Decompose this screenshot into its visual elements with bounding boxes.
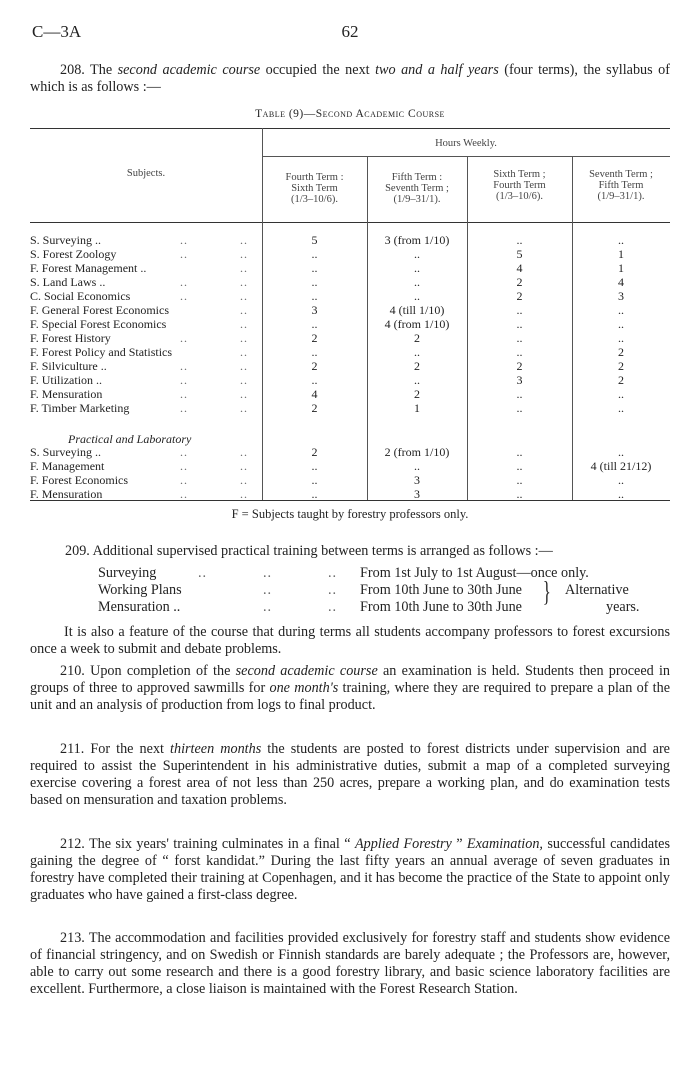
table-header-rule [30, 222, 670, 223]
paragraph-210: 210. Upon completion of the second academic course an examination is held. Students then proceed in groups of three to approved sawmills for one month's training, where they are required to prepare a plan of the unit and an analysis of production from logs to final product. [30, 663, 671, 713]
paragraph-209-note: It is also a feature of the course that during terms all students accompany professors to forest excursions once a week to submit and debate problems. [30, 624, 670, 657]
table-row: F. Forest Management .. .. .. .. 4 1 [30, 261, 624, 275]
paragraph-211: 211. For the next thirteen months the students are posted to forest districts under supervision and are required to assist the Superintendent in his administrative duties, submit a map of a completed surveying exercise covering a forest area of not less than 250 acres, prepare a working plan, and do examination tests based on mensuration and taxation problems. [30, 741, 670, 808]
column-header-4: Seventh Term ; Fifth Term (1/9–31/1). [589, 169, 653, 202]
column-header-1: Fourth Term : Sixth Term (1/3–10/6). [285, 172, 344, 205]
table-row: F. Mensuration .. .. .. 3 .. .. [30, 487, 624, 501]
practical-section-heading: Practical and Laboratory [68, 432, 192, 446]
table-row: F. Special Forest Economics .. .. 4 (from 1/10) .. .. [30, 317, 624, 331]
column-header-2: Fifth Term : Seventh Term ; (1/9–31/1). [385, 172, 449, 205]
table-footnote: F = Subjects taught by forestry professors only. [231, 507, 469, 521]
document-code: C—3A [32, 22, 82, 41]
table-row: F. Forest History .. .. 2 2 .. .. [30, 331, 624, 345]
table-row: F. Timber Marketing .. .. 2 1 .. .. [30, 401, 624, 415]
table-row: F. Utilization .. .. .. .. .. 3 2 [30, 373, 624, 387]
page-number: 62 [341, 22, 359, 41]
alternative-years-label: years. [606, 599, 640, 615]
hours-subheader-rule [262, 156, 670, 157]
table-row: C. Social Economics .. .. .. .. 2 3 [30, 289, 624, 303]
table-row: F. Mensuration .. .. 4 2 .. .. [30, 387, 624, 401]
column-header-3: Sixth Term ; Fourth Term (1/3–10/6). [493, 169, 546, 202]
table-caption: Table (9)—Second Academic Course [255, 108, 445, 120]
paragraph-212: 212. The six years' training culminates in a final “ Applied Forestry ” Examination, successful candidates gaining the degree of “ forst kandidat.” During the last fifty years an annual average of seven graduates in forestry have completed their training at Copenhagen, and it has become the practice of the State to appoint only graduates who have gained a first-class degree. [30, 836, 670, 903]
table-row: S. Surveying .. .. .. 2 2 (from 1/10) .. .. [30, 445, 624, 459]
table-row: F. Management .. .. .. .. .. 4 (till 21/12) [30, 459, 652, 473]
table-row: S. Forest Zoology .. .. .. .. 5 1 [30, 247, 624, 261]
table-row: F. Forest Policy and Statistics .. .. .. .. 2 [30, 345, 624, 359]
paragraph-209: 209. Additional supervised practical training between terms is arranged as follows :— [65, 543, 553, 559]
table-row: F. Forest Economics .. .. .. 3 .. .. [30, 473, 624, 487]
table-row: F. Silviculture .. .. .. 2 2 2 2 [30, 359, 624, 373]
table-row: S. Surveying .. .. .. 5 3 (from 1/10) .. .. [30, 233, 624, 247]
hours-weekly-header: Hours Weekly. [435, 138, 497, 149]
table-row: S. Land Laws .. .. .. .. .. 2 4 [30, 275, 624, 289]
subjects-header: Subjects. [126, 168, 166, 179]
table-row: F. General Forest Economics .. 3 4 (till 1/10) .. .. [30, 303, 624, 317]
paragraph-213: 213. The accommodation and facilities provided exclusively for forestry staff and students show evidence of financial stringency, and on Swedish or Finnish standards are barely adequate ; the Professors are, however, able to carry out some research and there is a good forestry library, and basic science laboratory facilities are excellent. Furthermore, a close liaison is maintained with the Forest Research Station. [30, 930, 670, 997]
paragraph-208: 208. The second academic course occupied the next two and a half years (four terms), the syllabus of which is as follows :— [30, 62, 670, 95]
table-top-rule [30, 128, 670, 129]
alternative-label: Alternative [565, 582, 629, 598]
curly-brace-icon: } [542, 577, 551, 608]
